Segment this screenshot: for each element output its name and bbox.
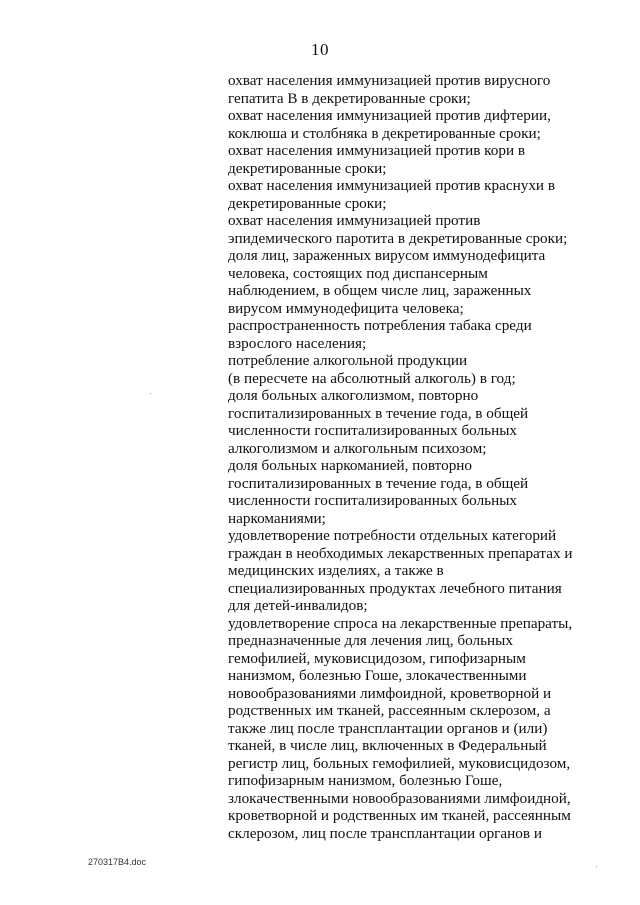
text-line: распространенность потребления табака среди bbox=[228, 317, 532, 334]
scan-speck bbox=[596, 866, 597, 867]
text-line: склерозом, лиц после трансплантации органов и bbox=[228, 824, 542, 842]
text-line: охват населения иммунизацией против bbox=[228, 212, 481, 229]
text-line: наблюдением, в общем числе лиц, зараженных bbox=[228, 282, 532, 299]
text-line: потребление алкогольной продукции bbox=[228, 352, 468, 369]
text-line: коклюша и столбняка в декретированные сроки; bbox=[228, 124, 541, 142]
text-line: госпитализированных в течение года, в общей bbox=[228, 474, 529, 492]
text-line: регистр лиц, больных гемофилией, муковисцидозом, bbox=[228, 754, 571, 772]
text-line: охват населения иммунизацией против дифтерии, bbox=[228, 107, 551, 124]
text-line: для детей-инвалидов; bbox=[228, 597, 368, 614]
page-number: 10 bbox=[311, 40, 329, 59]
text-line: гемофилией, муковисцидозом, гипофизарным bbox=[228, 649, 526, 667]
text-line: удовлетворение потребности отдельных категорий bbox=[228, 527, 557, 544]
text-line: численности госпитализированных больных bbox=[228, 422, 518, 439]
text-line: нанизмом, болезнью Гоше, злокачественными bbox=[228, 667, 527, 684]
text-line: гипофизарным нанизмом, болезнью Гоше, bbox=[228, 772, 503, 789]
text-line: удовлетворение спроса на лекарственные препараты, bbox=[228, 614, 573, 632]
text-line: охват населения иммунизацией против вирусного bbox=[228, 72, 551, 89]
text-line: вирусом иммунодефицита человека; bbox=[228, 299, 464, 317]
text-line: гепатита В в декретированные сроки; bbox=[228, 89, 471, 107]
text-line: человека, состоящих под диспансерным bbox=[228, 264, 488, 282]
text-line: доля больных наркоманией, повторно bbox=[228, 457, 473, 474]
text-line: взрослого населения; bbox=[228, 334, 367, 352]
text-line: медицинских изделиях, а также в bbox=[228, 562, 444, 579]
document-body bbox=[228, 72, 628, 842]
text-line: специализированных продуктах лечебного питания bbox=[228, 579, 562, 597]
text-line: граждан в необходимых лекарственных препаратах и bbox=[228, 544, 573, 562]
text-line: новообразованиями лимфоидной, кроветворной и bbox=[228, 684, 552, 702]
text-line: эпидемического паротита в декретированные сроки; bbox=[228, 229, 568, 247]
text-line: также лиц после трансплантации органов и (или) bbox=[228, 719, 548, 737]
text-line: предназначенные для лечения лиц, больных bbox=[228, 632, 513, 649]
text-line: (в пересчете на абсолютный алкоголь) в год; bbox=[228, 369, 516, 387]
text-line: кроветворной и родственных им тканей, рассеянным bbox=[228, 807, 571, 824]
text-line: декретированные сроки; bbox=[228, 159, 387, 177]
text-line: алкоголизмом и алкогольным психозом; bbox=[228, 439, 487, 457]
text-line: охват населения иммунизацией против краснухи в bbox=[228, 177, 556, 194]
text-line: злокачественными новообразованиями лимфоидной, bbox=[228, 789, 571, 807]
text-line: родственных им тканей, рассеянным склерозом, а bbox=[228, 702, 551, 719]
text-line: тканей, в числе лиц, включенных в Федеральный bbox=[228, 737, 547, 754]
text-line: госпитализированных в течение года, в общей bbox=[228, 404, 529, 422]
text-line: наркоманиями; bbox=[228, 509, 326, 527]
text-line: численности госпитализированных больных bbox=[228, 492, 518, 509]
text-line: декретированные сроки; bbox=[228, 194, 387, 212]
text-line: охват населения иммунизацией против кори в bbox=[228, 142, 526, 159]
scan-speck bbox=[150, 393, 151, 394]
text-line: доля лиц, зараженных вирусом иммунодефицита bbox=[228, 247, 546, 264]
footer-filename: 270317В4.doc bbox=[88, 857, 147, 867]
text-line: доля больных алкоголизмом, повторно bbox=[228, 387, 479, 404]
